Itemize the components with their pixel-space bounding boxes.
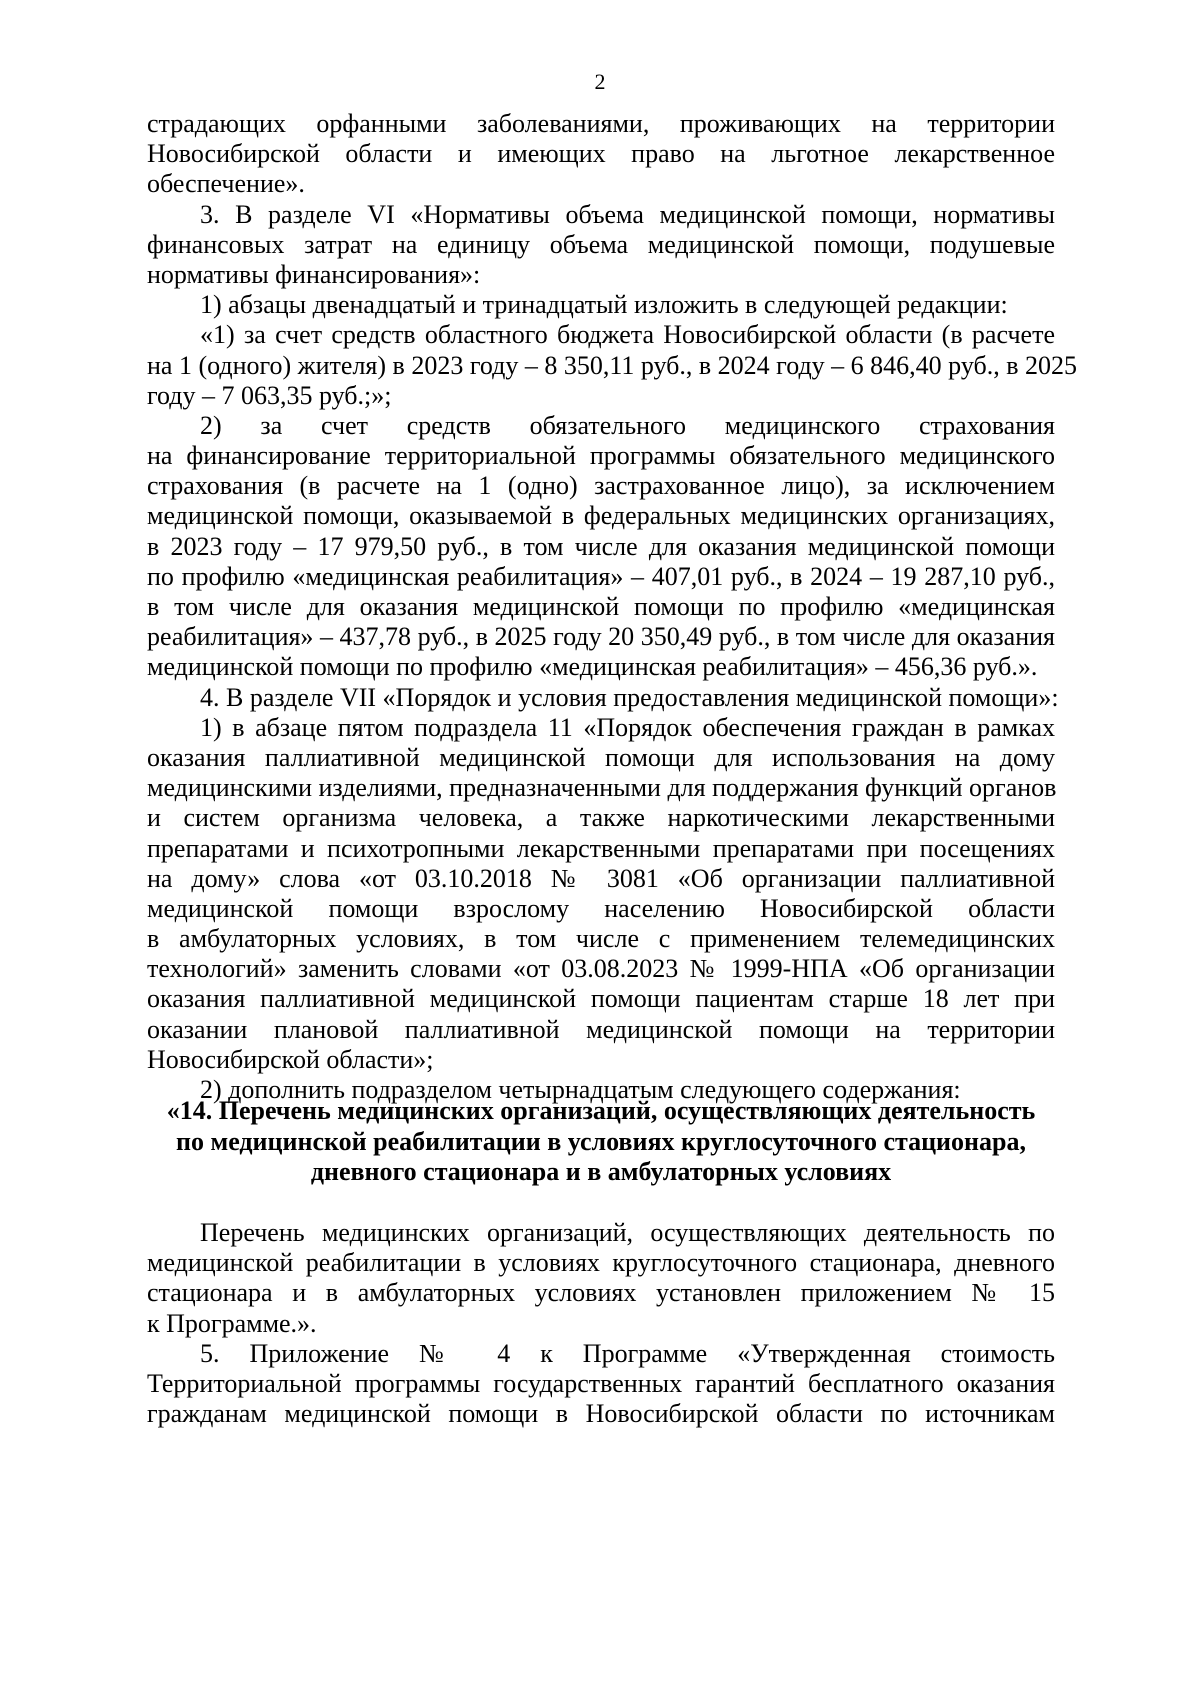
text-line: 2) дополнить подразделом четырнадцатым следующего содержания: [200, 1075, 961, 1104]
text-line: финансовых затрат на единицу объема медицинской помощи, подушевые [147, 229, 1055, 259]
text-line: по профилю «медицинская реабилитация» – 407,01 руб., в 2024 – 19 287,10 руб., [147, 561, 1055, 591]
text-line: и систем организма человека, а также наркотическими лекарственными [147, 803, 1055, 833]
text-line: в 2023 году – 17 979,50 руб., в том числе для оказания медицинской помощи [147, 531, 1055, 561]
text-line: оказания паллиативной медицинской помощи пациентам старше 18 лет при [147, 984, 1055, 1014]
text-line: 4. В разделе VII «Порядок и условия предоставления медицинской помощи»: [200, 682, 1059, 712]
text-line: на дому» слова «от 03.10.2018 № 3081 «Об организации паллиативной [147, 863, 1055, 893]
body-text-block-1 [147, 109, 1077, 1105]
text-line: 3. В разделе VI «Нормативы объема медицинской помощи, нормативы [200, 199, 1055, 229]
text-line: медицинской реабилитации в условиях круглосуточного стационара, дневного [147, 1248, 1055, 1278]
text-line: 1) в абзаце пятом подраздела 11 «Порядок обеспечения граждан в рамках [200, 712, 1055, 742]
text-line: реабилитация» – 437,78 руб., в 2025 году 20 350,49 руб., в том числе для оказания [147, 622, 1055, 652]
text-line: Новосибирской области и имеющих право на льготное лекарственное [147, 139, 1055, 169]
text-line: обеспечение». [147, 169, 305, 199]
text-line: нормативы финансирования»: [147, 259, 481, 289]
text-line: на финансирование территориальной программы обязательного медицинского [147, 441, 1055, 471]
body-text-block-2 [147, 1218, 1055, 1429]
text-line: препаратами и психотропными лекарственными препаратами при посещениях [147, 833, 1055, 863]
heading-line: «14. Перечень медицинских организаций, осуществляющих деятельность [166, 1096, 1036, 1125]
section-heading [147, 1096, 1055, 1188]
text-line: страхования (в расчете на 1 (одно) застрахованное лицо), за исключением [147, 471, 1055, 501]
text-line: технологий» заменить словами «от 03.08.2023 № 1999-НПА «Об организации [147, 954, 1055, 984]
text-line: к Программе.». [147, 1308, 317, 1338]
text-line: медицинскими изделиями, предназначенными для поддержания функций органов [147, 773, 1057, 803]
text-line: 2) за счет средств обязательного медицинского страхования [200, 410, 1055, 440]
text-line: оказании плановой паллиативной медицинской помощи на территории [147, 1014, 1055, 1044]
text-line: 1) абзацы двенадцатый и тринадцатый изложить в следующей редакции: [200, 290, 1008, 320]
text-line: в том числе для оказания медицинской помощи по профилю «медицинская [147, 592, 1055, 621]
text-line: Территориальной программы государственных гарантий бесплатного оказания [147, 1368, 1055, 1398]
text-line: в амбулаторных условиях, в том числе с применением телемедицинских [147, 924, 1055, 954]
text-line: оказания паллиативной медицинской помощи для использования на дому [147, 742, 1055, 772]
text-line: «1) за счет средств областного бюджета Новосибирской области (в расчете [200, 320, 1055, 350]
text-line: на 1 (одного) жителя) в 2023 году – 8 350,11 руб., в 2024 году – 6 846,40 руб., в 2025 [147, 350, 1077, 380]
text-line: медицинской помощи по профилю «медицинская реабилитация» – 456,36 руб.». [147, 652, 1038, 682]
text-line: Новосибирской области»; [147, 1044, 434, 1074]
heading-line: по медицинской реабилитации в условиях круглосуточного стационара, [176, 1126, 1026, 1156]
text-line: 5. Приложение № 4 к Программе «Утвержденная стоимость [200, 1338, 1055, 1368]
text-line: стационара и в амбулаторных условиях установлен приложением № 15 [147, 1278, 1055, 1308]
text-line: гражданам медицинской помощи в Новосибирской области по источникам [147, 1399, 1055, 1429]
page-number: 2 [594, 69, 606, 94]
text-line: медицинской помощи, оказываемой в федеральных медицинских организациях, [147, 501, 1055, 531]
text-line: году – 7 063,35 руб.;»; [147, 380, 392, 410]
text-line: страдающих орфанными заболеваниями, проживающих на территории [147, 109, 1055, 138]
heading-line: дневного стационара и в амбулаторных условиях [310, 1157, 892, 1186]
text-line: Перечень медицинских организаций, осуществляющих деятельность по [200, 1218, 1055, 1247]
text-line: медицинской помощи взрослому населению Новосибирской области [147, 893, 1055, 923]
